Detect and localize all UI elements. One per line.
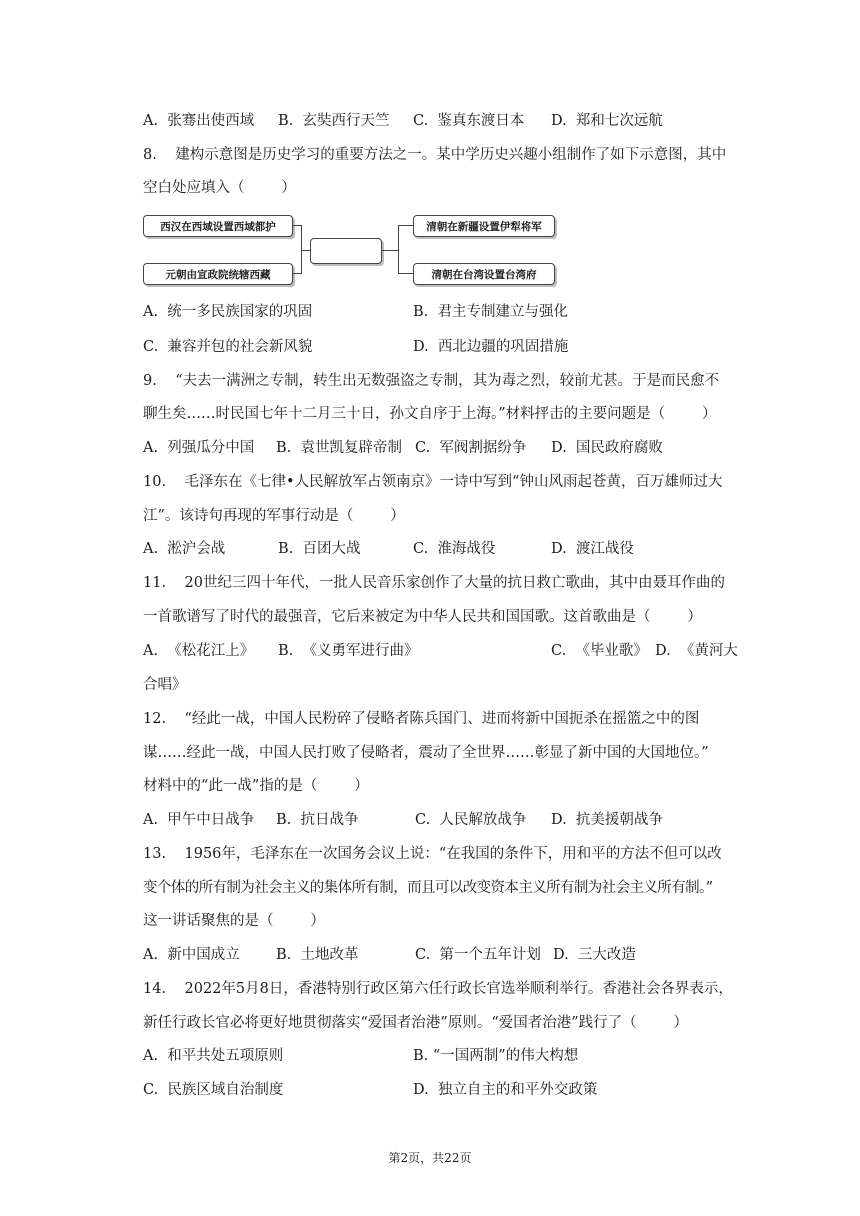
q13-option-d: D. 三大改造 <box>553 947 636 963</box>
q13-option-a: A. 新中国成立 <box>143 947 240 963</box>
q9-stem-line2: 聊生矣……时民国七年十二月三十日，孙文自序于上海。”材料抨击的主要问题是（ ） <box>143 406 717 422</box>
q9-option-d: D. 国民政府腐败 <box>551 440 663 456</box>
q14-option-d: D. 独立自主的和平外交政策 <box>413 1082 598 1098</box>
q11-option-b: B. 《义勇军进行曲》 <box>278 643 419 659</box>
q8-stem-line2: 空白处应填入（ ） <box>143 180 296 196</box>
q11-option-c: C. 《毕业歌》 <box>551 643 648 659</box>
diagram-box-right-top: 清朝在新疆设置伊犁将军 <box>413 215 555 237</box>
q8-option-c: C. 兼容并包的社会新风貌 <box>143 339 313 355</box>
q9-option-a: A. 列强瓜分中国 <box>143 440 255 456</box>
q14-option-a: A. 和平共处五项原则 <box>143 1048 284 1064</box>
q11-option-d-cont: 合唱》 <box>143 677 187 693</box>
page-number-footer: 第2页，共22页 <box>388 1151 472 1165</box>
q12-option-a: A. 甲午中日战争 <box>143 812 255 828</box>
connector <box>381 250 399 251</box>
q13-stem-line3: 这一讲话聚焦的是（ ） <box>143 913 325 929</box>
q8-option-b: B. 君主专制建立与强化 <box>413 304 568 320</box>
connector <box>398 273 413 274</box>
q10-option-a: A. 淞沪会战 <box>143 541 226 557</box>
connector <box>301 250 310 251</box>
connector <box>398 225 399 274</box>
q8-option-d: D. 西北边疆的巩固措施 <box>413 339 569 355</box>
connector <box>398 225 413 226</box>
q12-stem-line2: 谋……经此一战，中国人民打败了侵略者，震动了全世界……彰显了新中国的大国地位。” <box>143 745 709 761</box>
q14-stem-line1: 14. 2022年5月8日，香港特别行政区第六任行政长官选举顺利举行。香港社会各界表示， <box>143 981 733 997</box>
q13-option-b: B. 土地改革 <box>276 947 359 963</box>
q10-option-c: C. 淮海战役 <box>413 541 496 557</box>
q9-option-b: B. 袁世凯复辟帝制 <box>276 440 402 456</box>
q11-option-a: A. 《松花江上》 <box>143 643 255 659</box>
q7-option-d: D. 郑和七次远航 <box>551 113 663 129</box>
q14-option-c: C. 民族区域自治制度 <box>143 1082 284 1098</box>
q7-option-a: A. 张骞出使西域 <box>143 113 255 129</box>
diagram-box-center-blank <box>310 238 382 264</box>
q13-stem-line1: 13. 1956年，毛泽东在一次国务会议上说：“在我国的条件下，用和平的方法不但可以改 <box>143 846 722 862</box>
q14-option-b: B. “一国两制”的伟大构想 <box>413 1048 579 1064</box>
q7-option-c: C. 鉴真东渡日本 <box>413 113 525 129</box>
q13-option-c: C. 第一个五年计划 <box>415 947 541 963</box>
q12-stem-line3: 材料中的“此一战”指的是（ ） <box>143 778 369 794</box>
diagram-box-right-bottom: 清朝在台湾设置台湾府 <box>413 263 555 285</box>
q12-option-c: C. 人民解放战争 <box>415 812 527 828</box>
q12-option-b: B. 抗日战争 <box>276 812 359 828</box>
q13-stem-line2: 变个体的所有制为社会主义的集体所有制，而且可以改变资本主义所有制为社会主义所有制。” <box>143 880 713 896</box>
q10-stem-line1: 10. 毛泽东在《七律•人民解放军占领南京》一诗中写到“钟山风雨起苍黄，百万雄师过大 <box>143 474 723 490</box>
q10-option-d: D. 渡江战役 <box>551 541 634 557</box>
q12-stem-line1: 12. “经此一战，中国人民粉碎了侵略者陈兵国门、进而将新中国扼杀在摇篮之中的图 <box>143 711 700 727</box>
q11-stem-line2: 一首歌谱写了时代的最强音，它后来被定为中华人民共和国国歌。这首歌曲是（ ） <box>143 609 702 625</box>
q8-diagram <box>143 212 563 292</box>
q7-option-b: B. 玄奘西行天竺 <box>278 113 390 129</box>
q9-option-c: C. 军阀割据纷争 <box>415 440 527 456</box>
diagram-box-left-top: 西汉在西域设置西域都护 <box>143 215 293 237</box>
q9-stem-line1: 9. “夫去一满洲之专制，转生出无数强盗之专制，其为毒之烈，较前尤甚。于是而民愈不 <box>143 373 720 389</box>
q12-option-d: D. 抗美援朝战争 <box>551 812 663 828</box>
q14-stem-line2: 新任行政长官必将更好地贯彻落实“爱国者治港”原则。“爱国者治港”践行了（ ） <box>143 1015 689 1031</box>
q10-option-b: B. 百团大战 <box>278 541 361 557</box>
q11-option-d: D. 《黄河大 <box>655 643 738 659</box>
q8-stem-line1: 8. 建构示意图是历史学习的重要方法之一。某中学历史兴趣小组制作了如下示意图，其中 <box>143 147 727 163</box>
diagram-box-left-bottom: 元朝由宣政院统辖西藏 <box>143 263 293 285</box>
q11-stem-line1: 11. 20世纪三四十年代，一批人民音乐家创作了大量的抗日救亡歌曲，其中由聂耳作曲的 <box>143 575 725 591</box>
q8-option-a: A. 统一多民族国家的巩固 <box>143 304 313 320</box>
q10-stem-line2: 江”。该诗句再现的军事行动是（ ） <box>143 508 405 524</box>
